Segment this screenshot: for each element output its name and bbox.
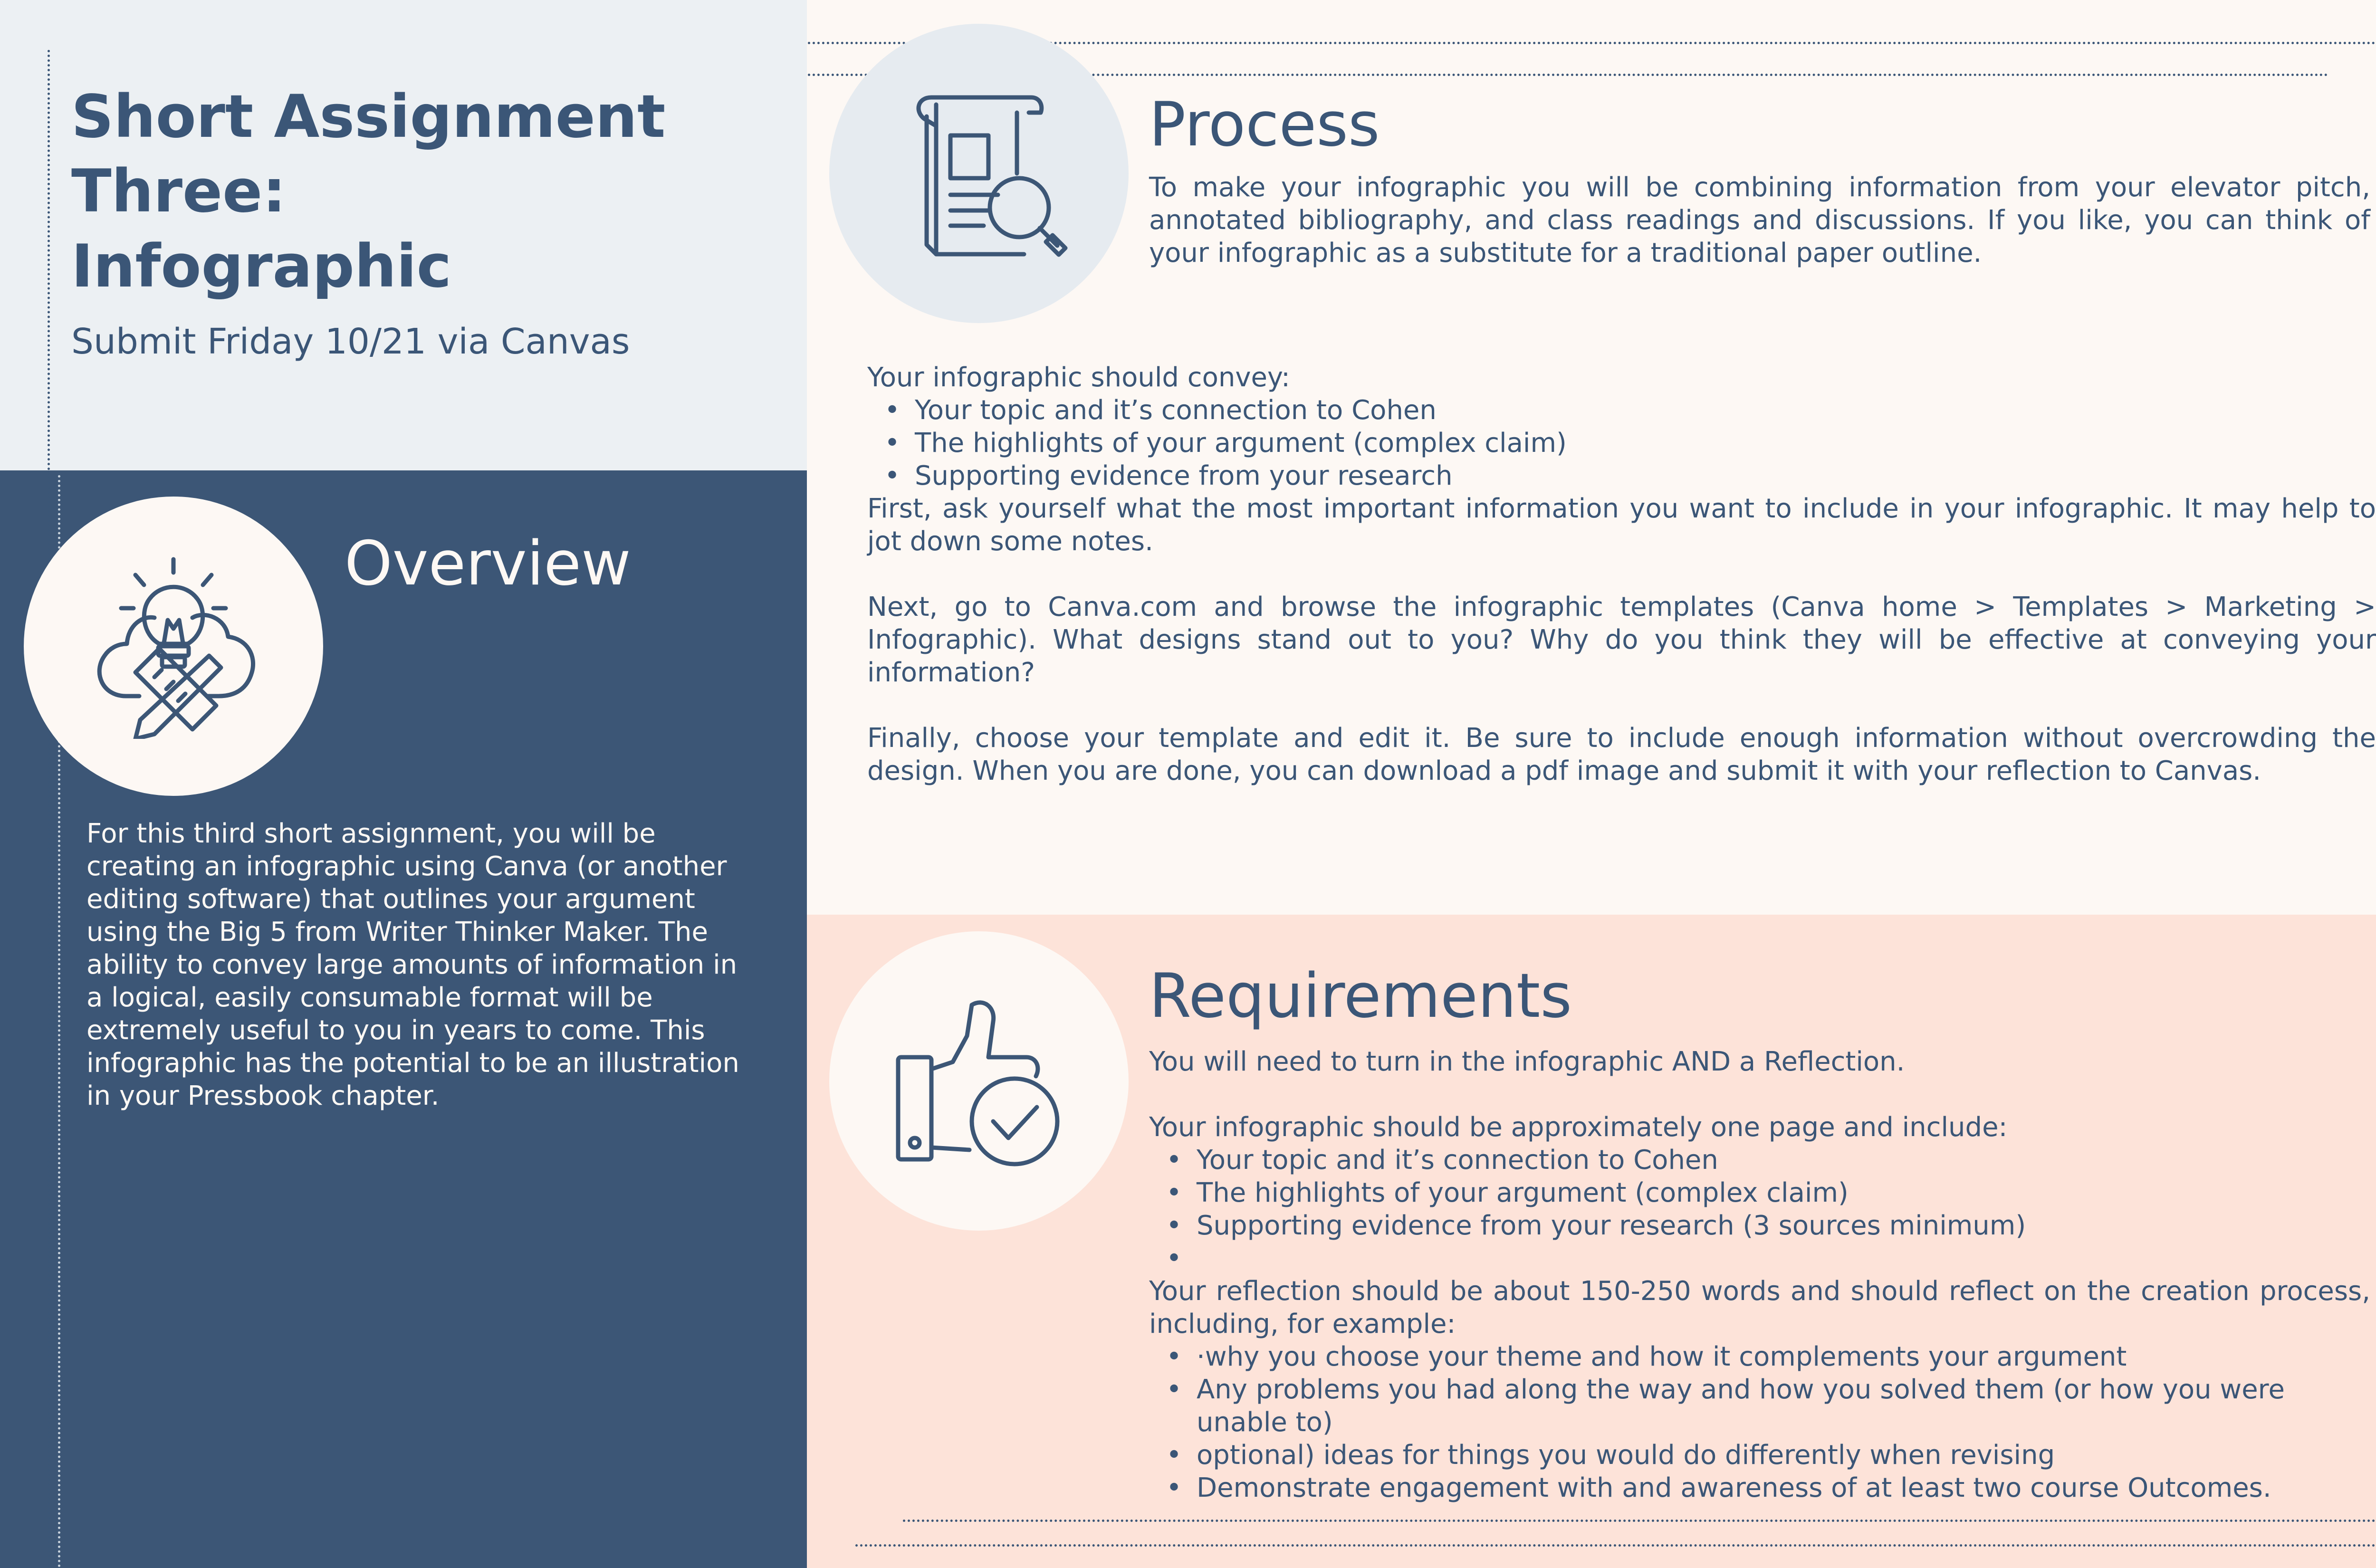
- convey-label: Your infographic should convey:: [867, 362, 1290, 393]
- list-item: [1197, 1242, 2370, 1275]
- overview-icon-circle: [24, 497, 323, 796]
- list-item: • Any problems you had along the way and how you solved them (or how you were unable to): [1197, 1373, 2370, 1439]
- overview-heading: Overview: [345, 528, 631, 599]
- idea-tools-icon: [83, 554, 264, 739]
- requirements-heading: Requirements: [1149, 961, 1572, 1032]
- convey-list: [867, 394, 2376, 492]
- title-line: Three:: [71, 157, 286, 226]
- turn-in-text: You will need to turn in the infographic AND a Reflection.: [1149, 1046, 1905, 1077]
- list-item: • Your topic and it’s connection to Cohen: [915, 394, 2376, 427]
- list-item: • ·why you choose your theme and how it complements your argument: [1197, 1340, 2370, 1373]
- list-item: • Supporting evidence from your research: [915, 459, 2376, 492]
- dotted-divider: [48, 50, 50, 1568]
- infographic-list: [1149, 1144, 2370, 1275]
- reflection-label: Your reflection should be about 150-250 words and should reflect on the creation process, including, for example:: [1149, 1276, 2370, 1339]
- list-item: • The highlights of your argument (complex claim): [1197, 1176, 2370, 1209]
- process-steps: [867, 361, 2376, 787]
- list-item: • The highlights of your argument (complex claim): [915, 427, 2376, 459]
- process-heading: Process: [1149, 89, 1380, 160]
- infographic-label: Your infographic should be approximately one page and include:: [1149, 1112, 2008, 1143]
- title-line: Short Assignment: [71, 83, 666, 151]
- step-final: Finally, choose your template and edit it. Be sure to include enough information without overcrowding the design. When you are done, you can download a pdf image and submit it with your reflection to Canvas.: [867, 723, 2376, 786]
- list-item: • Supporting evidence from your research (3 sources minimum): [1197, 1209, 2370, 1242]
- page-title: [71, 80, 665, 304]
- requirements-icon-circle: [829, 931, 1129, 1231]
- step-next: Next, go to Canva.com and browse the infographic templates (Canva home > Templates > Marketing > Infographic). What designs stand out to you? Why do you think they will be effective at conveying your information?: [867, 592, 2376, 688]
- step-first: First, ask yourself what the most important information you want to include in your infographic. It may help to jot down some notes.: [867, 493, 2376, 557]
- dotted-divider: [855, 1544, 2376, 1547]
- due-date: Submit Friday 10/21 via Canvas: [71, 321, 630, 362]
- dotted-divider: [903, 1520, 2376, 1522]
- title-line: Infographic: [71, 232, 452, 301]
- list-item: • optional) ideas for things you would do differently when revising: [1197, 1439, 2370, 1472]
- process-intro: To make your infographic you will be combining information from your elevator pitch, annotated bibliography, and class readings and discussions. If you like, you can think of your infographic as a substitute for a traditional paper outline.: [1149, 172, 2370, 268]
- document-search-icon: [889, 83, 1069, 264]
- overview-body: For this third short assignment, you will be creating an infographic using Canva (or another editing software) that outlines your argument using the Big 5 from Writer Thinker Maker. The ability to convey large amounts of information in a logical, easily consumable format will be extremely useful to you in years to come. This infographic has the potential to be an illustration in your Pressbook chapter.: [86, 818, 739, 1111]
- requirements-body: [1149, 1045, 2370, 1504]
- list-item: • Demonstrate engagement with and awareness of at least two course Outcomes.: [1197, 1472, 2370, 1504]
- process-icon-circle: [829, 24, 1129, 323]
- reflection-list: [1149, 1340, 2370, 1504]
- thumbs-up-check-icon: [889, 991, 1069, 1171]
- list-item: • Your topic and it’s connection to Cohen: [1197, 1144, 2370, 1176]
